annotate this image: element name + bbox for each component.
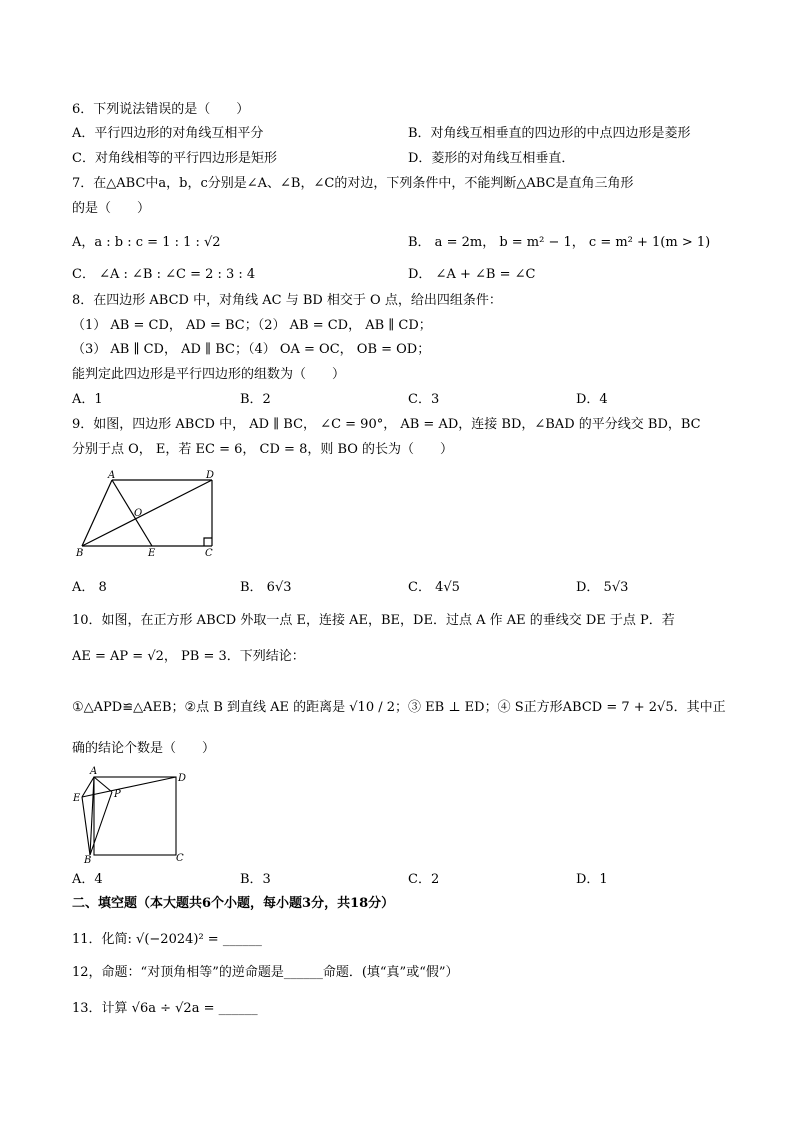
q10-stem-line4: 确的结论个数是（ ） [72, 741, 216, 756]
q9-label-b: B [76, 548, 84, 559]
q10-option-c: C．2 [408, 872, 440, 887]
q8-option-d: D．4 [576, 392, 608, 407]
q9-label-d: D [206, 470, 215, 481]
q10-stem-line3: ①△APD≌△AEB；②点 B 到直线 AE 的距离是 √10 / 2；③ EB ⊥ ED；④ S正方形ABCD = 7 + 2√5．其中正 [72, 700, 726, 715]
q9-option-c: C． 4√5 [408, 580, 460, 595]
q7-stem-line1: 7．在△ABC中a，b，c分别是∠A、∠B，∠C的对边，下列条件中，不能判断△ABC是直角三角形 [72, 176, 634, 191]
q7-option-c: C． ∠A : ∠B : ∠C = 2 : 3 : 4 [72, 267, 256, 282]
q6-option-d: D．菱形的对角线互相垂直． [408, 151, 575, 166]
q6-option-b: B．对角线互相垂直的四边形的中点四边形是菱形 [408, 126, 691, 141]
q8-option-a: A．1 [72, 392, 103, 407]
q8-option-c: C．3 [408, 392, 440, 407]
q10-square-abcd [94, 777, 176, 855]
q9-option-d: D． 5√3 [576, 580, 629, 595]
q10-segment-ap [94, 777, 112, 792]
q10-label-a: A [90, 766, 98, 777]
q9-segment-ab [82, 480, 112, 546]
q8-option-b: B．2 [240, 392, 271, 407]
q7-stem-line2: 的是（ ） [72, 201, 151, 216]
q7-option-d: D． ∠A + ∠B = ∠C [408, 267, 536, 282]
section2-heading: 二、填空题（本大题共6个小题，每小题3分，共18分） [72, 896, 395, 911]
q6-option-c: C．对角线相等的平行四边形是矩形 [72, 151, 277, 166]
q10-segment-ae [82, 777, 94, 797]
q10-stem-line1: 10．如图，在正方形 ABCD 外取一点 E，连接 AE，BE，DE．过点 A 作 AE 的垂线交 DE 于点 P．若 [72, 613, 675, 628]
q10-option-b: B．3 [240, 872, 271, 887]
q10-segment-pb [90, 792, 112, 855]
q10-segment-ab [90, 777, 94, 855]
q13-text: 13．计算 √6a ÷ √2a = ______ [72, 1001, 258, 1016]
q6-option-a: A．平行四边形的对角线互相平分 [72, 126, 264, 141]
q7-option-b: B． a = 2m， b = m² − 1， c = m² + 1(m > 1) [408, 235, 711, 250]
q10-option-d: D．1 [576, 872, 608, 887]
q10-label-d: D [178, 773, 187, 784]
q9-label-c: C [205, 548, 213, 559]
q9-label-e: E [148, 548, 156, 559]
q6-stem: 6．下列说法错误的是（ ） [72, 102, 250, 117]
q8-stem: 8．在四边形 ABCD 中，对角线 AC 与 BD 相交于 O 点，给出四组条件： [72, 293, 502, 308]
q8-conditions-1-2: （1） AB = CD， AD = BC；（2） AB = CD， AB ∥ CD； [72, 318, 432, 333]
q9-option-a: A． 8 [72, 580, 107, 595]
q10-label-b: B [84, 855, 92, 865]
q8-question: 能判定此四边形是平行四边形的组数为（ ） [72, 367, 346, 382]
q12-text: 12，命题：“对顶角相等”的逆命题是______命题．(填“真”或“假”） [72, 965, 459, 980]
q9-stem-line2: 分别于点 O， E，若 EC = 6， CD = 8，则 BO 的长为（ ） [72, 442, 454, 457]
q10-label-c: C [176, 853, 184, 864]
q11-text: 11．化简: √(−2024)² = ______ [72, 932, 262, 947]
q10-figure [72, 765, 192, 865]
q9-segment-bd [82, 480, 212, 546]
q9-right-angle-mark [204, 538, 212, 546]
q9-figure [72, 470, 222, 560]
q10-stem-line2: AE = AP = √2， PB = 3．下列结论： [72, 649, 305, 664]
q9-stem-line1: 9．如图，四边形 ABCD 中， AD ∥ BC， ∠C = 90°， AB = AD，连接 BD，∠BAD 的平分线交 BD，BC [72, 417, 701, 432]
q10-option-a: A．4 [72, 872, 103, 887]
q10-label-e: E [73, 793, 81, 804]
q9-label-a: A [108, 470, 116, 481]
q9-label-o: O [134, 508, 143, 519]
q8-conditions-3-4: （3） AB ∥ CD， AD ∥ BC；（4） OA = OC， OB = OD； [72, 342, 431, 357]
q10-label-p: P [114, 789, 121, 800]
q9-option-b: B． 6√3 [240, 580, 292, 595]
q7-option-a: A，a : b : c = 1 : 1 : √2 [72, 235, 221, 250]
q10-segment-eb [82, 797, 90, 855]
q10-segment-ed [82, 777, 176, 797]
